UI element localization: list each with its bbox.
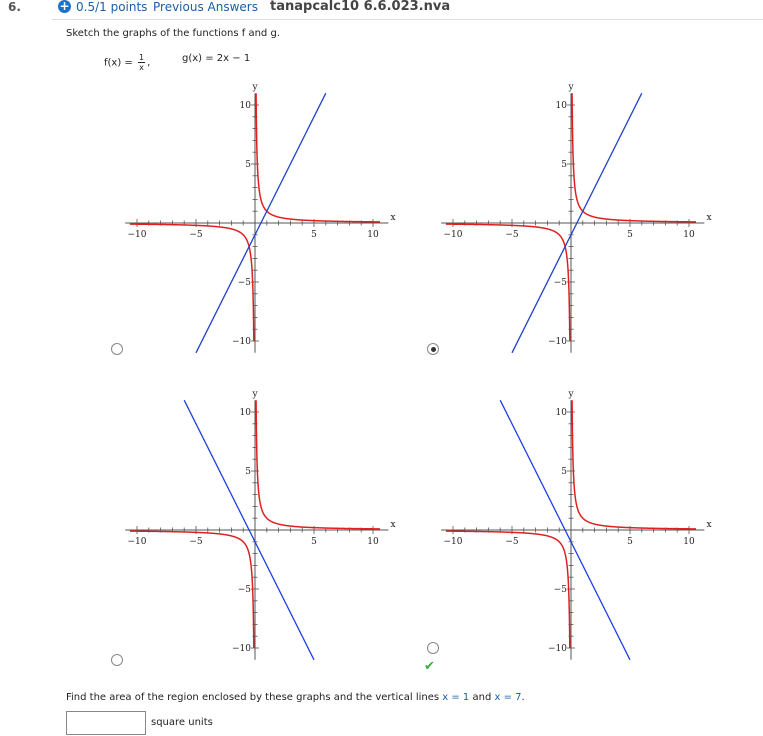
y-tick-label-neg5: −5	[237, 585, 251, 595]
f-definition	[104, 53, 150, 72]
y-tick-label-5: 5	[245, 160, 251, 170]
x-tick-label-neg10: −10	[443, 230, 463, 240]
y-tick-label-5: 5	[245, 467, 251, 477]
problem-code: tanapcalc10 6.6.023.nva	[270, 0, 451, 14]
curve-f-left	[443, 531, 570, 648]
curve-f-right	[572, 93, 696, 222]
x-tick-label-10: 10	[683, 537, 695, 547]
y-tick-label-neg10: −10	[232, 337, 251, 347]
x-tick-label-neg10: −10	[127, 230, 147, 240]
period-text: .	[521, 692, 525, 703]
header-divider	[52, 19, 763, 20]
previous-answers-link[interactable]: Previous Answers	[153, 0, 258, 14]
curve-f-right	[572, 400, 696, 529]
x-axis-label: x	[706, 520, 712, 530]
x-axis-label: x	[706, 213, 712, 223]
f-denominator: x	[139, 63, 144, 72]
x-eq-7: x = 7	[494, 692, 522, 703]
y-tick-label-neg10: −10	[232, 644, 251, 654]
area-answer-input[interactable]	[66, 711, 146, 735]
x-eq-1: x = 1	[442, 692, 470, 703]
x-tick-label-neg10: −10	[443, 537, 463, 547]
x-tick-label-5: 5	[311, 230, 317, 240]
g-definition: g(x) = 2x − 1	[182, 53, 251, 64]
area-question	[66, 692, 525, 703]
f-fraction	[138, 53, 145, 72]
area-question-text: Find the area of the region enclosed by these graphs and the vertical lines	[66, 692, 443, 703]
y-tick-label-neg5: −5	[553, 278, 567, 288]
prompt-text: Sketch the graphs of the functions f and g.	[66, 28, 280, 39]
curve-f-right	[256, 93, 380, 222]
y-tick-label-5: 5	[561, 467, 567, 477]
y-tick-label-10: 10	[239, 408, 251, 418]
x-tick-label-neg5: −5	[189, 230, 203, 240]
curve-f-left	[127, 531, 254, 648]
graph-option-c	[120, 389, 396, 667]
radio-option-d[interactable]	[427, 642, 439, 654]
x-axis-label: x	[390, 520, 396, 530]
x-tick-label-neg5: −5	[189, 537, 203, 547]
x-tick-label-neg10: −10	[127, 537, 147, 547]
y-tick-label-5: 5	[561, 160, 567, 170]
y-tick-label-neg10: −10	[548, 644, 567, 654]
x-axis-label: x	[390, 213, 396, 223]
y-axis-label: y	[568, 82, 574, 93]
correct-check-icon: ✔	[424, 659, 435, 674]
f-numerator: 1	[139, 53, 145, 62]
y-tick-label-10: 10	[555, 408, 567, 418]
y-tick-label-neg5: −5	[553, 585, 567, 595]
f-lhs: f(x) =	[104, 57, 133, 69]
radio-option-c[interactable]	[111, 654, 123, 666]
y-axis-label: y	[252, 82, 258, 93]
x-tick-label-10: 10	[367, 537, 379, 547]
expand-plus-icon[interactable]: +	[59, 0, 70, 13]
y-tick-label-neg10: −10	[548, 337, 567, 347]
f-tail: ,	[147, 57, 151, 69]
curve-f-left	[127, 224, 254, 341]
curve-f-right	[256, 400, 380, 529]
graph-option-d	[436, 389, 712, 667]
graph-option-b	[436, 82, 712, 360]
and-text: and	[469, 692, 495, 703]
graph-option-a	[120, 82, 396, 360]
x-tick-label-10: 10	[367, 230, 379, 240]
y-axis-label: y	[252, 389, 258, 400]
y-tick-label-10: 10	[555, 101, 567, 111]
radio-option-a[interactable]	[111, 343, 123, 355]
x-tick-label-5: 5	[627, 537, 633, 547]
y-tick-label-neg5: −5	[237, 278, 251, 288]
question-number: 6.	[8, 0, 21, 14]
x-tick-label-neg5: −5	[505, 230, 519, 240]
x-tick-label-10: 10	[683, 230, 695, 240]
x-tick-label-5: 5	[627, 230, 633, 240]
x-tick-label-neg5: −5	[505, 537, 519, 547]
radio-option-b[interactable]	[427, 343, 439, 355]
y-tick-label-10: 10	[239, 101, 251, 111]
curve-f-left	[443, 224, 570, 341]
x-tick-label-5: 5	[311, 537, 317, 547]
points-label: 0.5/1 points	[76, 0, 148, 14]
y-axis-label: y	[568, 389, 574, 400]
units-label: square units	[151, 717, 213, 728]
